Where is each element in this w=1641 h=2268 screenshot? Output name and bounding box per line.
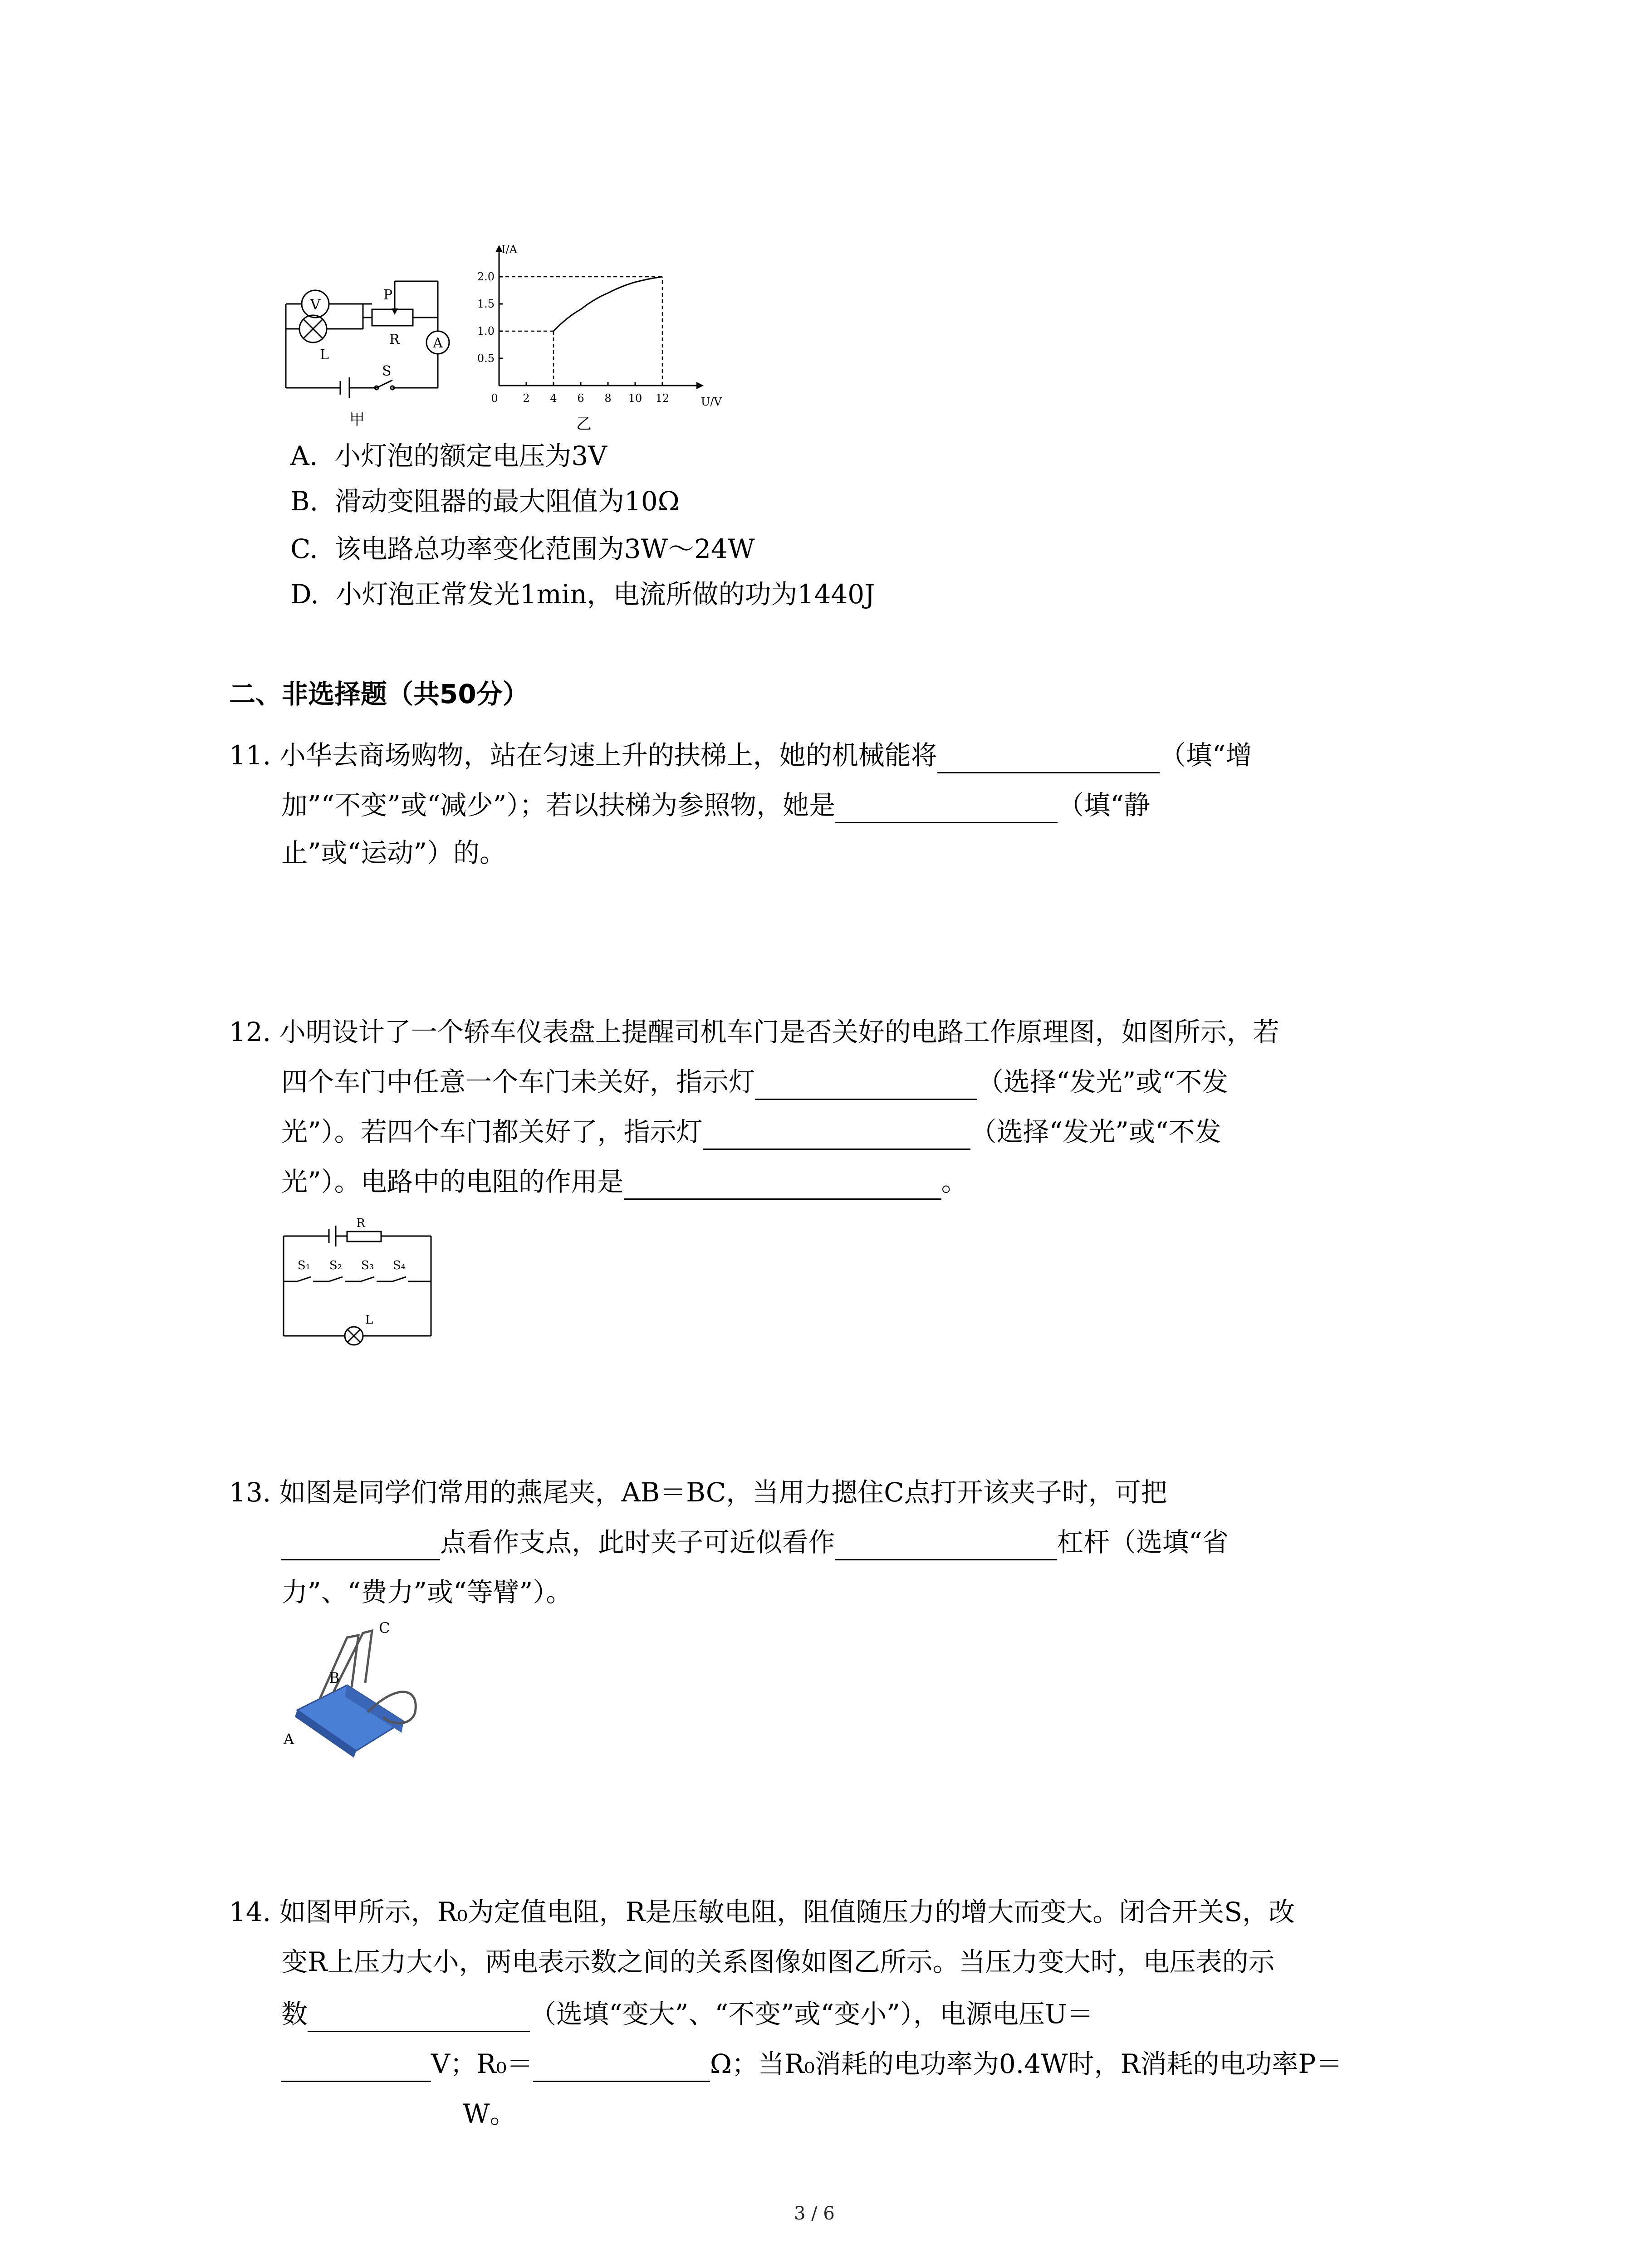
lamp-label: L xyxy=(320,347,329,363)
lamp-label: L xyxy=(365,1313,373,1327)
q10-option-a xyxy=(290,438,607,474)
q12-circuit-svg xyxy=(279,1216,438,1343)
answer-blank[interactable] xyxy=(533,2053,710,2082)
answer-blank[interactable] xyxy=(624,1171,941,1200)
x-tick-label: 4 xyxy=(550,392,557,405)
iu-graph-svg xyxy=(472,240,722,408)
q14-line1: 14. 如图甲所示，R₀为定值电阻，R是压敏电阻，阻值随压力的增大而变大。闭合开关S，改 xyxy=(229,1897,1295,1927)
voltmeter-symbol: V xyxy=(310,296,321,313)
switch-s4-label: S₄ xyxy=(392,1259,406,1272)
option-text: 滑动变阻器的最大阻值为10Ω xyxy=(334,486,680,517)
option-text: 小灯泡正常发光1min，电流所做的功为1440J xyxy=(335,579,875,610)
answer-blank[interactable] xyxy=(937,745,1160,773)
switch-s2-label: S₂ xyxy=(329,1259,343,1272)
option-letter: A. xyxy=(290,440,318,471)
question-number: 12. xyxy=(229,1017,271,1047)
answer-blank[interactable] xyxy=(281,1532,440,1560)
q12-line3: 光”）。若四个车门都关好了，指示灯 （选择“发光”或“不发 xyxy=(281,1114,1221,1150)
q12-line4: 光”）。电路中的电阻的作用是 。 xyxy=(281,1163,968,1200)
answer-blank[interactable] xyxy=(703,1121,970,1150)
y-axis-label: I/A xyxy=(501,243,517,256)
y-tick-label: 1.0 xyxy=(477,325,495,337)
q11-line1: 11. 小华去商场购物，站在匀速上升的扶梯上，她的机械能将 （填“增 xyxy=(229,737,1252,773)
switch-s3-label: S₃ xyxy=(361,1259,374,1272)
answer-blank[interactable] xyxy=(835,1532,1057,1560)
option-text: 小灯泡的额定电压为3V xyxy=(334,440,607,471)
x-tick-label: 6 xyxy=(577,392,584,405)
clip-point-b: B xyxy=(329,1669,340,1686)
option-letter: B. xyxy=(290,486,318,517)
q12-line2: 四个车门中任意一个车门未关好，指示灯 （选择“发光”或“不发 xyxy=(281,1064,1228,1100)
x-tick-label: 2 xyxy=(523,392,530,405)
q10-option-d xyxy=(290,576,875,612)
q13-line2: 点看作支点，此时夹子可近似看作 杠杆（选填“省 xyxy=(281,1524,1229,1560)
rheostat-label: R xyxy=(389,332,400,347)
switch-s1-label: S₁ xyxy=(297,1259,311,1272)
resistor-label: R xyxy=(356,1217,365,1230)
q14-line2: 变R上压力大小，两电表示数之间的关系图像如图乙所示。当压力变大时，电压表的示 xyxy=(281,1946,1275,1977)
q10-circuit-svg xyxy=(281,272,445,399)
section-title: 二、非选择题（共50分） xyxy=(229,679,529,709)
y-tick-label: 1.5 xyxy=(477,298,495,310)
iu-curve xyxy=(554,277,662,331)
answer-blank[interactable] xyxy=(281,2103,463,2132)
q14-line5: W。 xyxy=(281,2096,516,2132)
clip-point-a: A xyxy=(284,1730,294,1748)
binder-clip-svg xyxy=(279,1619,442,1760)
q14-line4: V；R₀＝ Ω；当R₀消耗的电功率为0.4W时，R消耗的电功率P＝ xyxy=(281,2046,1342,2082)
q11-line3: 止”或“运动”）的。 xyxy=(281,837,506,868)
question-number: 13. xyxy=(229,1477,271,1508)
q11-line2: 加”“不变”或“减少”）；若以扶梯为参照物，她是 （填“静 xyxy=(281,787,1150,823)
option-letter: D. xyxy=(290,579,319,610)
fig-yi-label: 乙 xyxy=(576,415,592,433)
question-number: 11. xyxy=(229,740,271,771)
x-tick-label: 8 xyxy=(604,392,612,405)
x-tick-label: 12 xyxy=(655,392,670,405)
q12-line1: 12. 小明设计了一个轿车仪表盘上提醒司机车门是否关好的电路工作原理图，如图所示，若 xyxy=(229,1017,1279,1047)
q13-line3: 力”、“费力”或“等臂”）。 xyxy=(281,1577,573,1608)
q10-option-c xyxy=(290,531,755,567)
answer-blank[interactable] xyxy=(755,1071,977,1100)
q10-option-b xyxy=(290,483,680,519)
x-tick-label: 10 xyxy=(628,392,642,405)
clip-point-c: C xyxy=(379,1619,390,1637)
answer-blank[interactable] xyxy=(308,2004,530,2032)
y-tick-label: 0.5 xyxy=(477,352,495,365)
switch-label: S xyxy=(382,363,392,379)
answer-blank[interactable] xyxy=(281,2053,431,2082)
answer-blank[interactable] xyxy=(835,795,1058,823)
x-axis-arrow xyxy=(696,382,704,389)
slider-label: P xyxy=(383,287,393,303)
question-number: 14. xyxy=(229,1897,271,1927)
page-number: 3 / 6 xyxy=(794,2203,835,2224)
q13-line1: 13. 如图是同学们常用的燕尾夹，AB＝BC，当用力摁住C点打开该夹子时，可把 xyxy=(229,1477,1167,1508)
option-text: 该电路总功率变化范围为3W～24W xyxy=(334,533,755,564)
origin-label: 0 xyxy=(491,392,498,405)
x-axis-label: U/V xyxy=(701,396,722,408)
ammeter-symbol: A xyxy=(433,335,443,351)
option-letter: C. xyxy=(290,533,318,564)
fig-jia-label: 甲 xyxy=(349,411,365,429)
q14-line3: 数 （选填“变大”、“不变”或“变小”），电源电压U＝ xyxy=(281,1996,1093,2032)
y-tick-label: 2.0 xyxy=(477,270,495,283)
